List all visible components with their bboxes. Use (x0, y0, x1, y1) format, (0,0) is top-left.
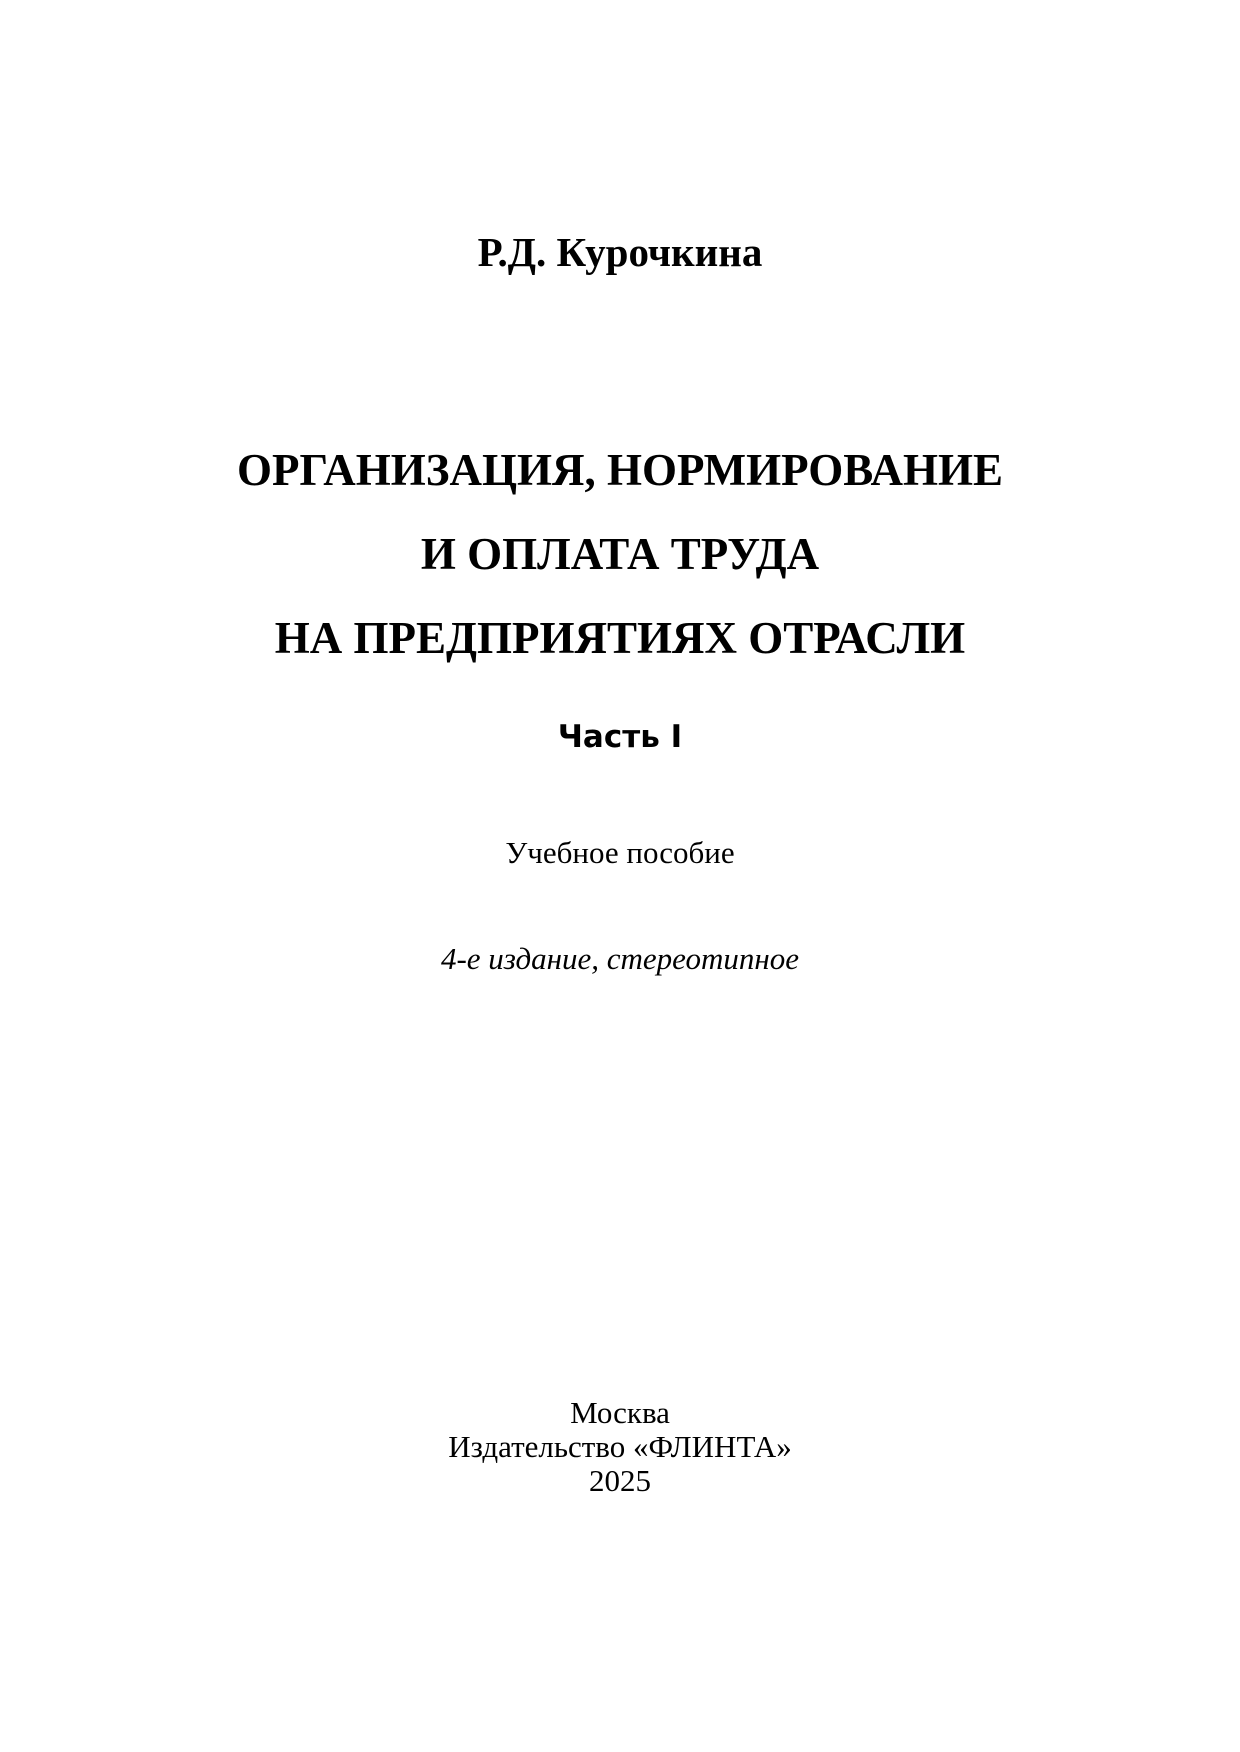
imprint-publisher: Издательство «ФЛИНТА» (448, 1429, 792, 1464)
book-title-line-1: ОРГАНИЗАЦИЯ, НОРМИРОВАНИЕ (236, 445, 1003, 495)
part-label: Часть I (557, 719, 683, 755)
imprint-year: 2025 (589, 1463, 651, 1498)
imprint (0, 1396, 1240, 1498)
book-title-line-3: НА ПРЕДПРИЯТИЯХ ОТРАСЛИ (274, 613, 966, 663)
imprint-city: Москва (570, 1395, 670, 1430)
edition-note: 4-е издание, стереотипное (440, 941, 800, 976)
author-name: Р.Д. Курочкина (477, 229, 763, 275)
book-type: Учебное пособие (505, 835, 735, 870)
book-title-line-2: И ОПЛАТА ТРУДА (420, 529, 820, 579)
